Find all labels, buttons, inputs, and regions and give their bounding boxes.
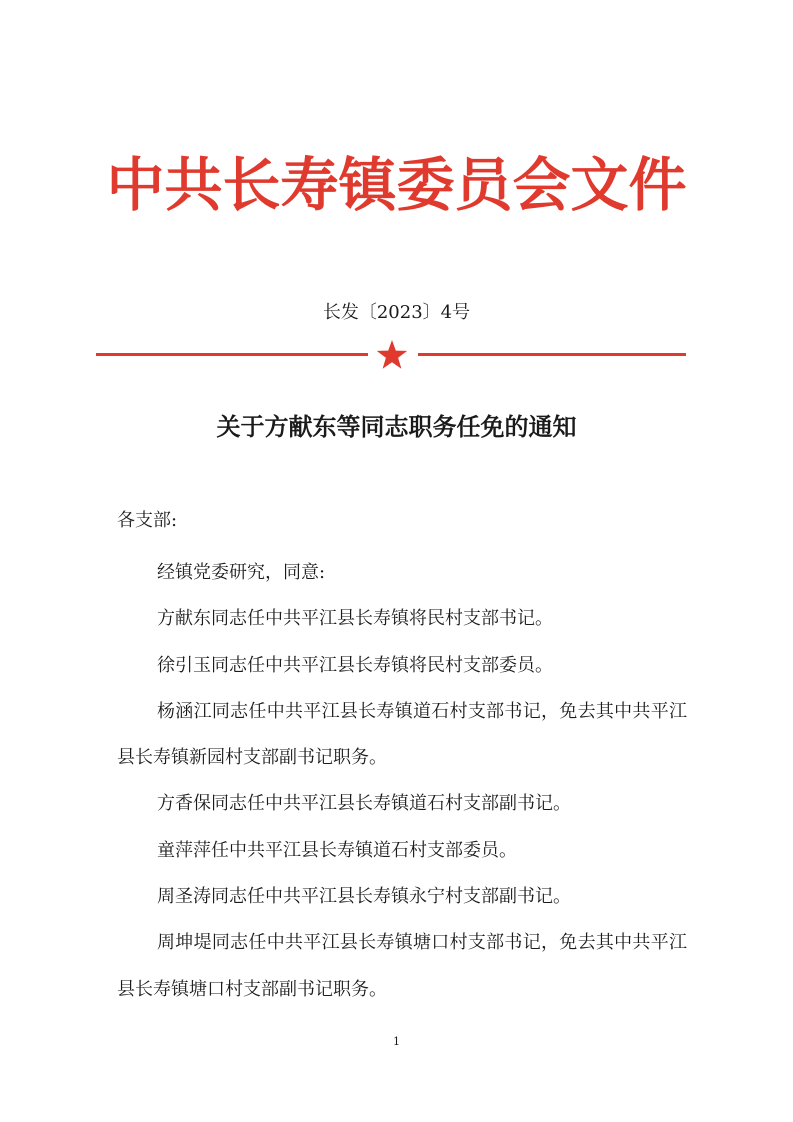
masthead-title: 中共长寿镇委员会文件 — [106, 151, 687, 219]
notice-title: 关于方献东等同志职务任免的通知 — [216, 412, 577, 441]
paragraph: 徐引玉同志任中共平江县长寿镇将民村支部委员。 — [157, 654, 553, 676]
page-number: 1 — [393, 1035, 400, 1048]
paragraph: 周圣涛同志任中共平江县长寿镇永宁村支部副书记。 — [157, 886, 571, 908]
red-rule-right — [418, 353, 686, 356]
red-star-icon — [376, 340, 408, 370]
notice-body — [117, 550, 687, 1013]
paragraph: 周坤堤同志任中共平江县长寿镇塘口村支部书记，免去其中共平江县长寿镇塘口村支部副书记职务。 — [117, 932, 687, 1000]
document-number: 长发〔2023〕4号 — [322, 302, 471, 323]
paragraph: 杨涵江同志任中共平江县长寿镇道石村支部书记，免去其中共平江县长寿镇新园村支部副书记职务。 — [117, 700, 687, 769]
paragraph: 方献东同志任中共平江县长寿镇将民村支部书记。 — [157, 608, 553, 630]
paragraph: 经镇党委研究，同意: — [157, 562, 326, 583]
salutation: 各支部: — [117, 510, 178, 531]
red-rule-left — [96, 353, 368, 356]
paragraph: 童萍萍任中共平江县长寿镇道石村支部委员。 — [157, 839, 517, 861]
paragraph: 方香保同志任中共平江县长寿镇道石村支部副书记。 — [157, 793, 571, 815]
